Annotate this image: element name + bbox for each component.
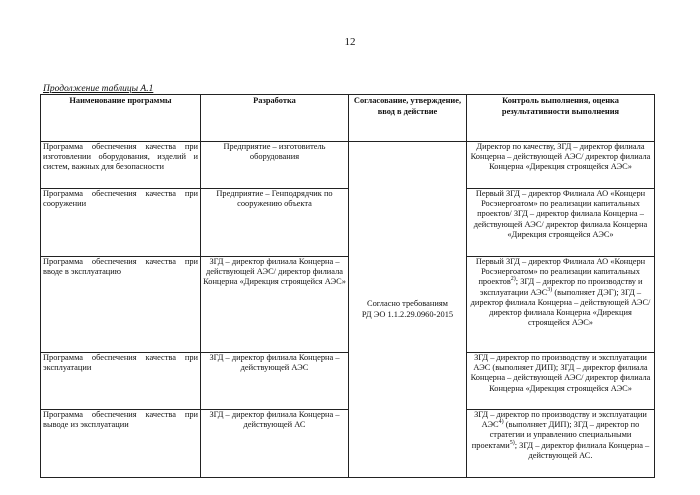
footnote-marker: 3)	[547, 286, 553, 293]
developer-cell: ЗГД – директор филиала Концерна – действующей АС	[201, 410, 349, 478]
control-text-part: (выполняет ДЭГ); ЗГД – директор филиала Концерна – действующей АЭС/ директор филиала Концерна «Дирекция строящейся АЭС»	[470, 287, 651, 328]
footnote-marker: 4)	[498, 419, 504, 426]
control-text-part: (выполняет ДИП); ЗГД – директор по стратегии и управлению специальными проектами	[471, 420, 640, 450]
program-cell: Программа обеспечения качества при изготовлении оборудования, изделий и систем, важных для безопасности	[41, 142, 201, 189]
table-row	[41, 189, 655, 257]
approval-cell	[349, 142, 467, 478]
control-cell	[467, 257, 655, 353]
developer-cell: Предприятие – изготовитель оборудования	[201, 142, 349, 189]
developer-cell: ЗГД – директор филиала Концерна – действующей АЭС/ директор филиала Концерна «Дирекция строящейся АЭС»	[201, 257, 349, 353]
control-text-part: ; ЗГД – директор филиала Концерна – действующей АС.	[514, 440, 650, 460]
table-row	[41, 142, 655, 189]
control-text-part: Первый ЗГД – директор Филиала АО «Концерн Росэнергоатом» по реализации капитальных проектов	[475, 257, 646, 287]
column-header-developer: Разработка	[201, 95, 349, 142]
programs-table	[40, 94, 655, 478]
program-cell: Программа обеспечения качества при сооружении	[41, 189, 201, 257]
footnote-marker: 2)	[510, 276, 516, 283]
approval-line-1: Согласно требованиям	[367, 299, 448, 309]
control-cell: Первый ЗГД – директор Филиала АО «Концерн Росэнергоатом» по реализации капитальных проектов/ ЗГД – директор филиала Концерна – действующей АЭС/ директор филиала Концерна «Дирекция строящейся АЭС»	[467, 189, 655, 257]
column-header-approval: Согласование, утверждение, ввод в действие	[349, 95, 467, 142]
control-cell	[467, 410, 655, 478]
page-number: 12	[344, 36, 356, 48]
developer-cell: Предприятие – Генподрядчик по сооружению объекта	[201, 189, 349, 257]
control-cell: ЗГД – директор по производству и эксплуатации АЭС (выполняет ДИП); ЗГД – директор филиала Концерна – действующей АЭС/ директор филиала Концерна «Дирекция строящейся АЭС»	[467, 353, 655, 410]
column-header-control: Контроль выполнения, оценка результативности выполнения	[467, 95, 655, 142]
table-header-row	[41, 95, 655, 142]
footnote-marker: 5)	[509, 439, 515, 446]
developer-cell: ЗГД – директор филиала Концерна – действующей АЭС	[201, 353, 349, 410]
program-cell: Программа обеспечения качества при выводе из эксплуатации	[41, 410, 201, 478]
control-text-part: ЗГД – директор по производству и эксплуатации АЭС	[474, 410, 647, 430]
column-header-program: Наименование программы	[41, 95, 201, 142]
program-cell: Программа обеспечения качества при вводе в эксплуатацию	[41, 257, 201, 353]
program-cell: Программа обеспечения качества при эксплуатации	[41, 353, 201, 410]
control-text-part: ; ЗГД – директор по производству и эксплуатации АЭС	[479, 277, 643, 297]
control-cell: Директор по качеству, ЗГД – директор филиала Концерна – действующей АЭС/ директор филиала Концерна «Дирекция строящейся АЭС»	[467, 142, 655, 189]
table-row	[41, 410, 655, 478]
approval-line-2: РД ЭО 1.1.2.29.0960-2015	[361, 309, 454, 319]
table-row	[41, 257, 655, 353]
table-caption: Продолжение таблицы А.1	[43, 84, 154, 94]
table-row	[41, 353, 655, 410]
